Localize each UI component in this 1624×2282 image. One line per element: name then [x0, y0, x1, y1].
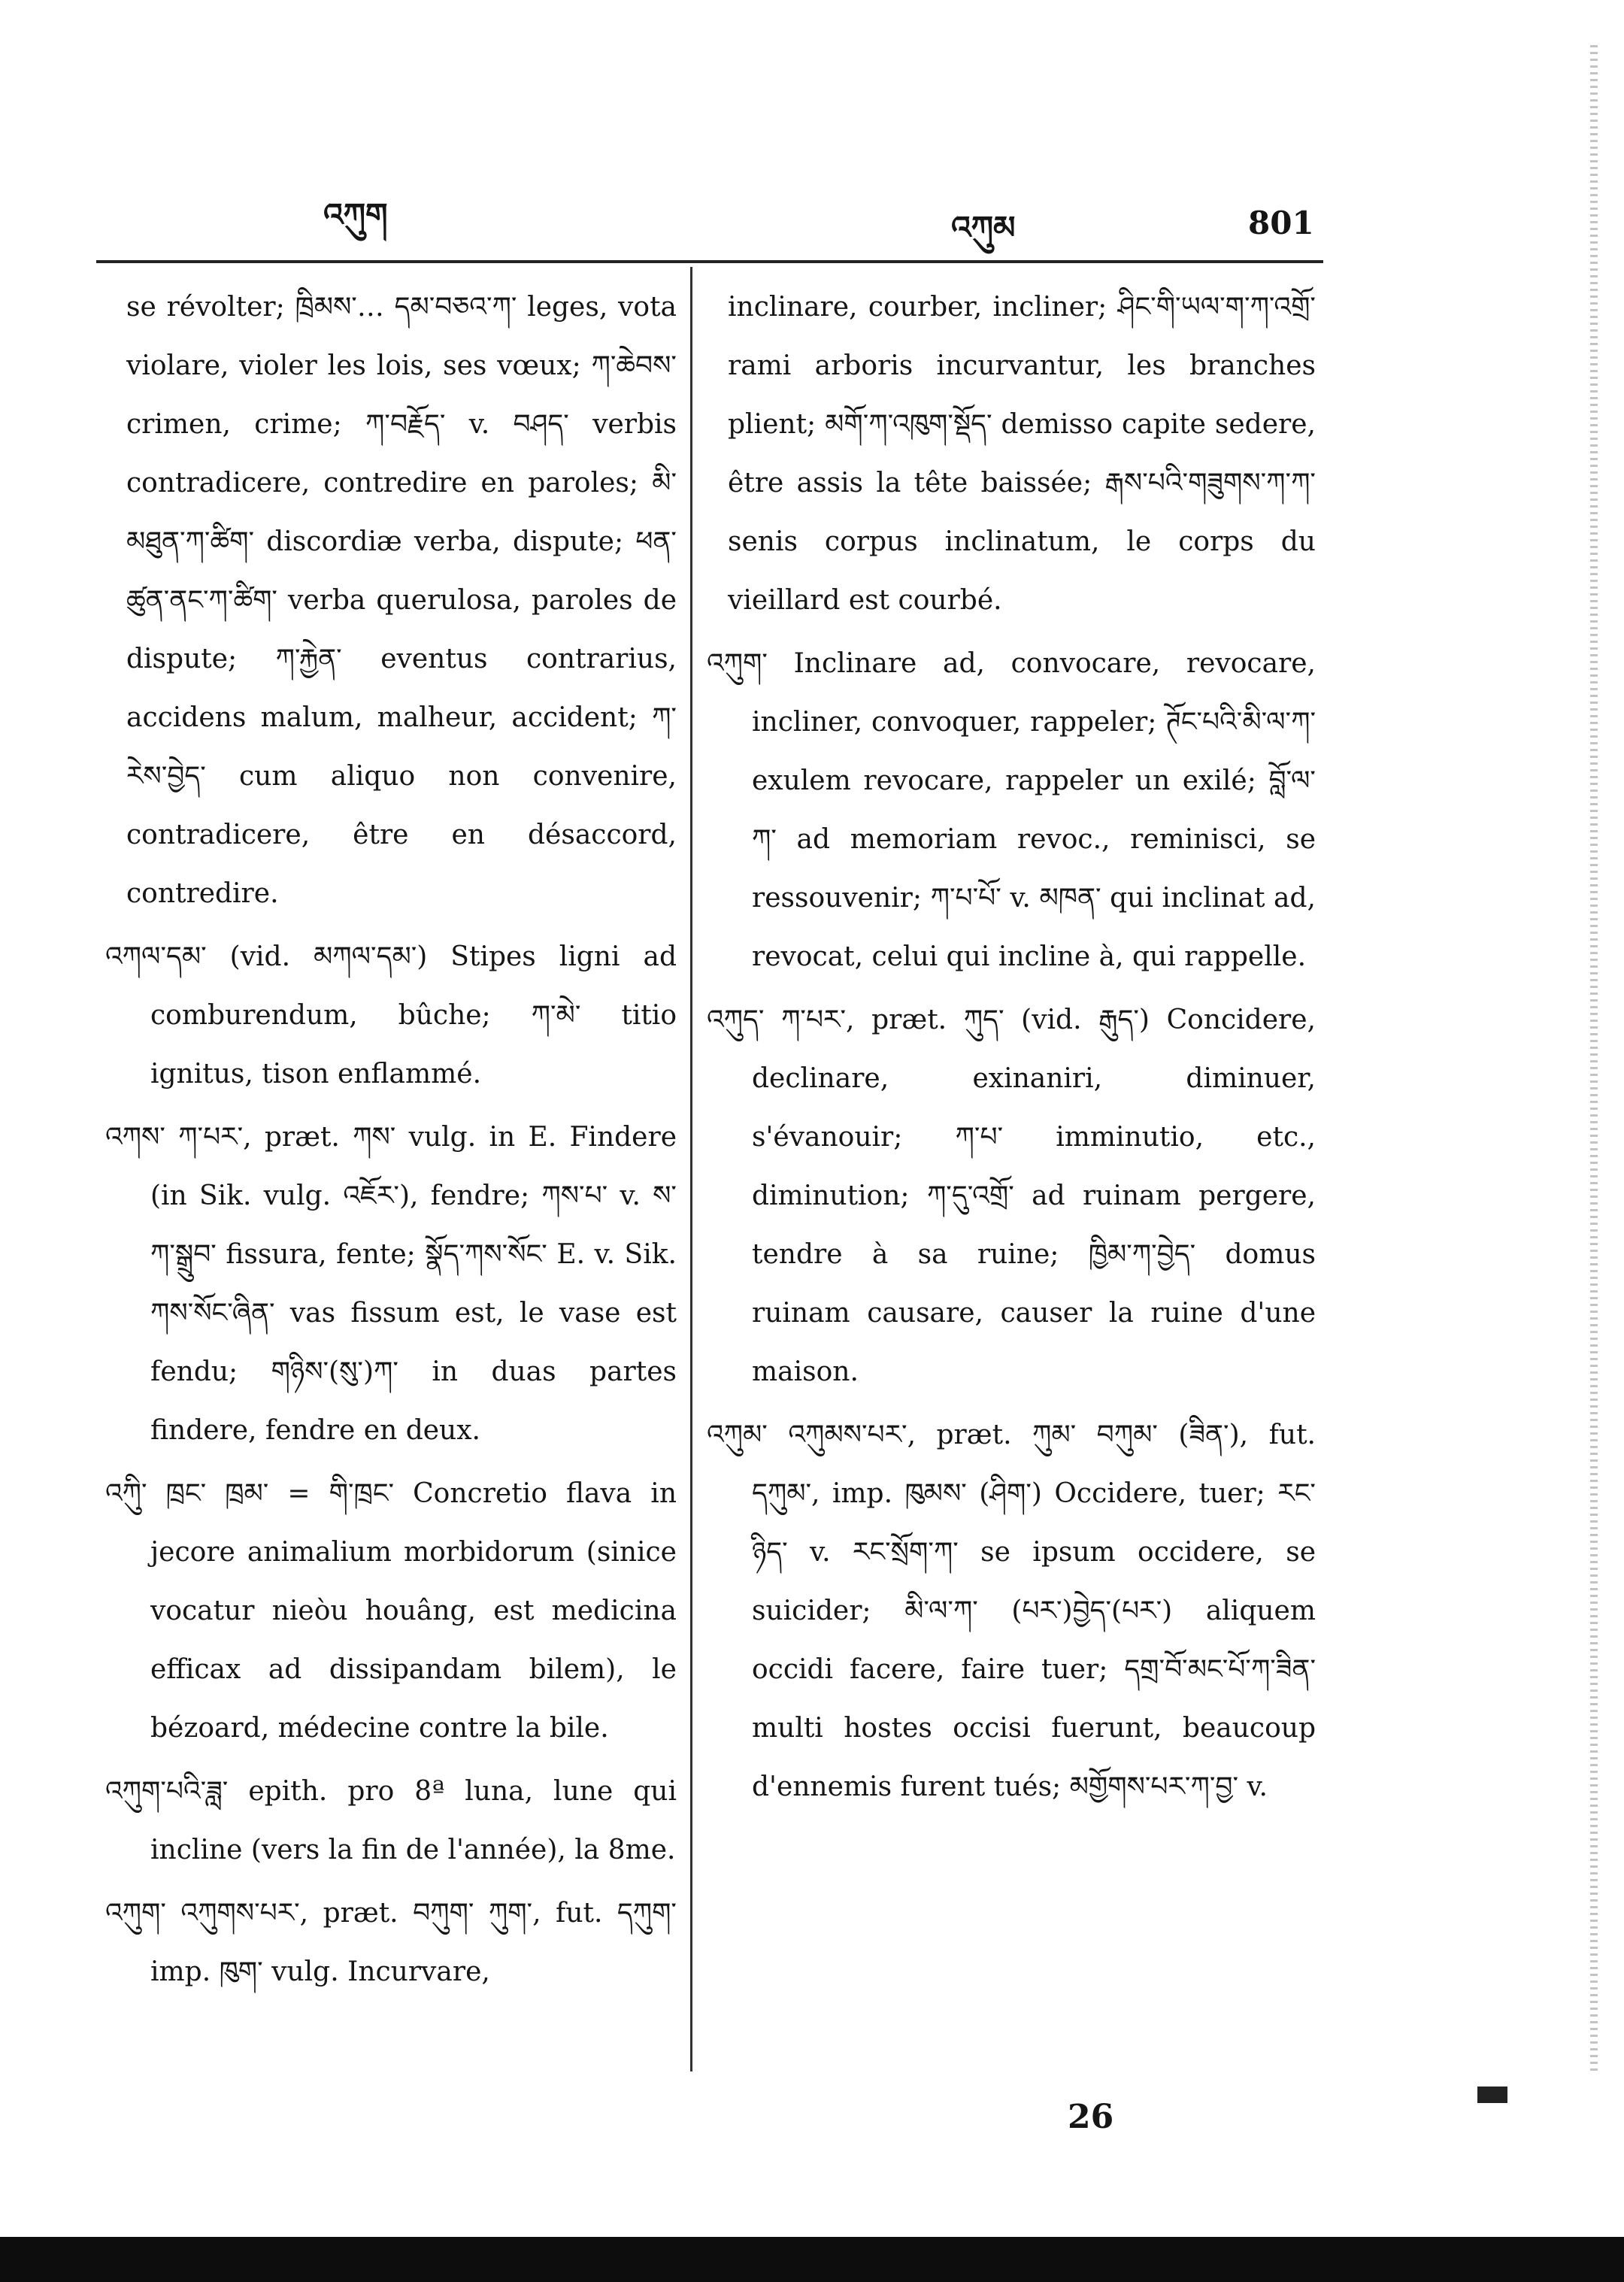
- dictionary-entry: འཀུད་ ཀ་པར་, præt. ཀུད་ (vid. རྒུད་) Concidere, declinare, exinaniri, diminuer, s'évanouir; ཀ་པ་ imminutio, etc., diminution; ཀ་དུ་འགྲོ་ ad ruinam pergere, tendre à sa ruine; ཁྱིམ་ཀ་བྱེད་ domus ruinam causare, causer la ruine d'une maison.: [707, 1005, 1316, 1387]
- dictionary-entry: འཀུམ་ འཀུམས་པར་, præt. ཀུམ་ བཀུམ་ (ཟིན་), fut. དཀུམ་, imp. ཁུམས་ (ཤིག་) Occidere, tuer; རང་ཉིད་ v. རང་སྲོག་ཀ་ se ipsum occidere, se suicider; མི་ལ་ཀ་ (པར་)བྱེད་(པར་) aliquem occidi facere, faire tuer; དགྲ་བོ་མང་པོ་ཀ་ཟིན་ multi hostes occisi fuerunt, beaucoup d'ennemis furent tués; མགྱོགས་པར་ཀ་བྱ་ v.: [707, 1420, 1316, 1802]
- dictionary-entry: འཀུག་ འཀུགས་པར་, præt. བཀུག་ ཀུག་, fut. དཀུག་ imp. ཁུག་ vulg. Incurvare,: [105, 1898, 677, 1987]
- entry-continuation: se révolter; ཁྲིམས་… དམ་བཅའ་ཀ་ leges, vota violare, violer les lois, ses vœux; ཀ་ཆེབས་ crimen, crime; ཀ་བརྗོད་ v. བཤད་ verbis contradicere, contredire en paroles; མི་མཐུན་ཀ་ཚིག་ discordiæ verba, dispute; ཕན་ཚུན་ནང་ཀ་ཚིག་ verba querulosa, paroles de dispute; ཀ་རྐྱེན་ eventus contrarius, accidens malum, malheur, accident; ཀ་རེས་བྱེད་ cum aliquo non convenire, contradicere, être en désaccord, contredire.: [126, 292, 677, 909]
- entry-continuation: inclinare, courber, incliner; ཤིང་གི་ཡལ་ག་ཀ་འགྲོ་ rami arboris incurvantur, les branches plient; མགོ་ཀ་འཁུག་སྡོད་ demisso capite sedere, être assis la tête baissée; རྒས་པའི་གཟུགས་ཀ་ཀ་ senis corpus inclinatum, le corps du vieillard est courbé.: [728, 292, 1316, 616]
- running-head-right: འཀུམ: [951, 209, 1016, 246]
- column-divider: [690, 267, 692, 2071]
- dictionary-entry: འཀལ་དམ་ (vid. མཀལ་དམ་) Stipes ligni ad comburendum, bûche; ཀ་མེ་ titio ignitus, tison enflammé.: [105, 941, 677, 1089]
- running-head-left: འཀུག: [323, 196, 388, 233]
- dictionary-entry: འཀུག་ Inclinare ad, convocare, revocare, incliner, convoquer, rappeler; ཊོང་པའི་མི་ལ་ཀ་ exulem revocare, rappeler un exilé; བློ་ལ་ཀ་ ad memoriam revoc., reminisci, se ressouvenir; ཀ་པ་པོ་ v. མཁན་ qui inclinat ad, revocat, celui qui incline à, qui rappelle.: [707, 648, 1316, 972]
- header-rule: [96, 260, 1323, 263]
- scan-border: [0, 2237, 1624, 2282]
- page-number-top: 801: [1248, 205, 1314, 241]
- page-edge-shadow: [1590, 45, 1598, 2075]
- printer-mark: [1477, 2087, 1507, 2103]
- dictionary-entry: འཀས་ ཀ་པར་, præt. ཀས་ vulg. in E. Findere (in Sik. vulg. འཇོར་), fendre; ཀས་པ་ v. ས་ ཀ་སྒྲུབ་ fissura, fente; སྣོད་ཀས་སོང་ E. v. Sik. ཀས་སོང་ཞིན་ vas fissum est, le vase est fendu; གཉིས་(སུ་)ཀ་ in duas partes findere, fendre en deux.: [105, 1122, 677, 1446]
- page-number-bottom: 26: [1068, 2098, 1114, 2136]
- dictionary-entry: འཀུག་པའི་ཟླ་ epith. pro 8ª luna, lune qui incline (vers la fin de l'année), la 8me.: [105, 1776, 677, 1865]
- right-column: [707, 278, 1316, 1821]
- left-column: [105, 278, 677, 2006]
- dictionary-entry: འཀིུ་ ཁྲང་ ཁྲམ་ = གི་ཁྲང་ Concretio flava in jecore animalium morbidorum (sinice vocatur nieòu houâng, est medicina efficax ad dissipandam bilem), le bézoard, médecine contre la bile.: [105, 1478, 677, 1744]
